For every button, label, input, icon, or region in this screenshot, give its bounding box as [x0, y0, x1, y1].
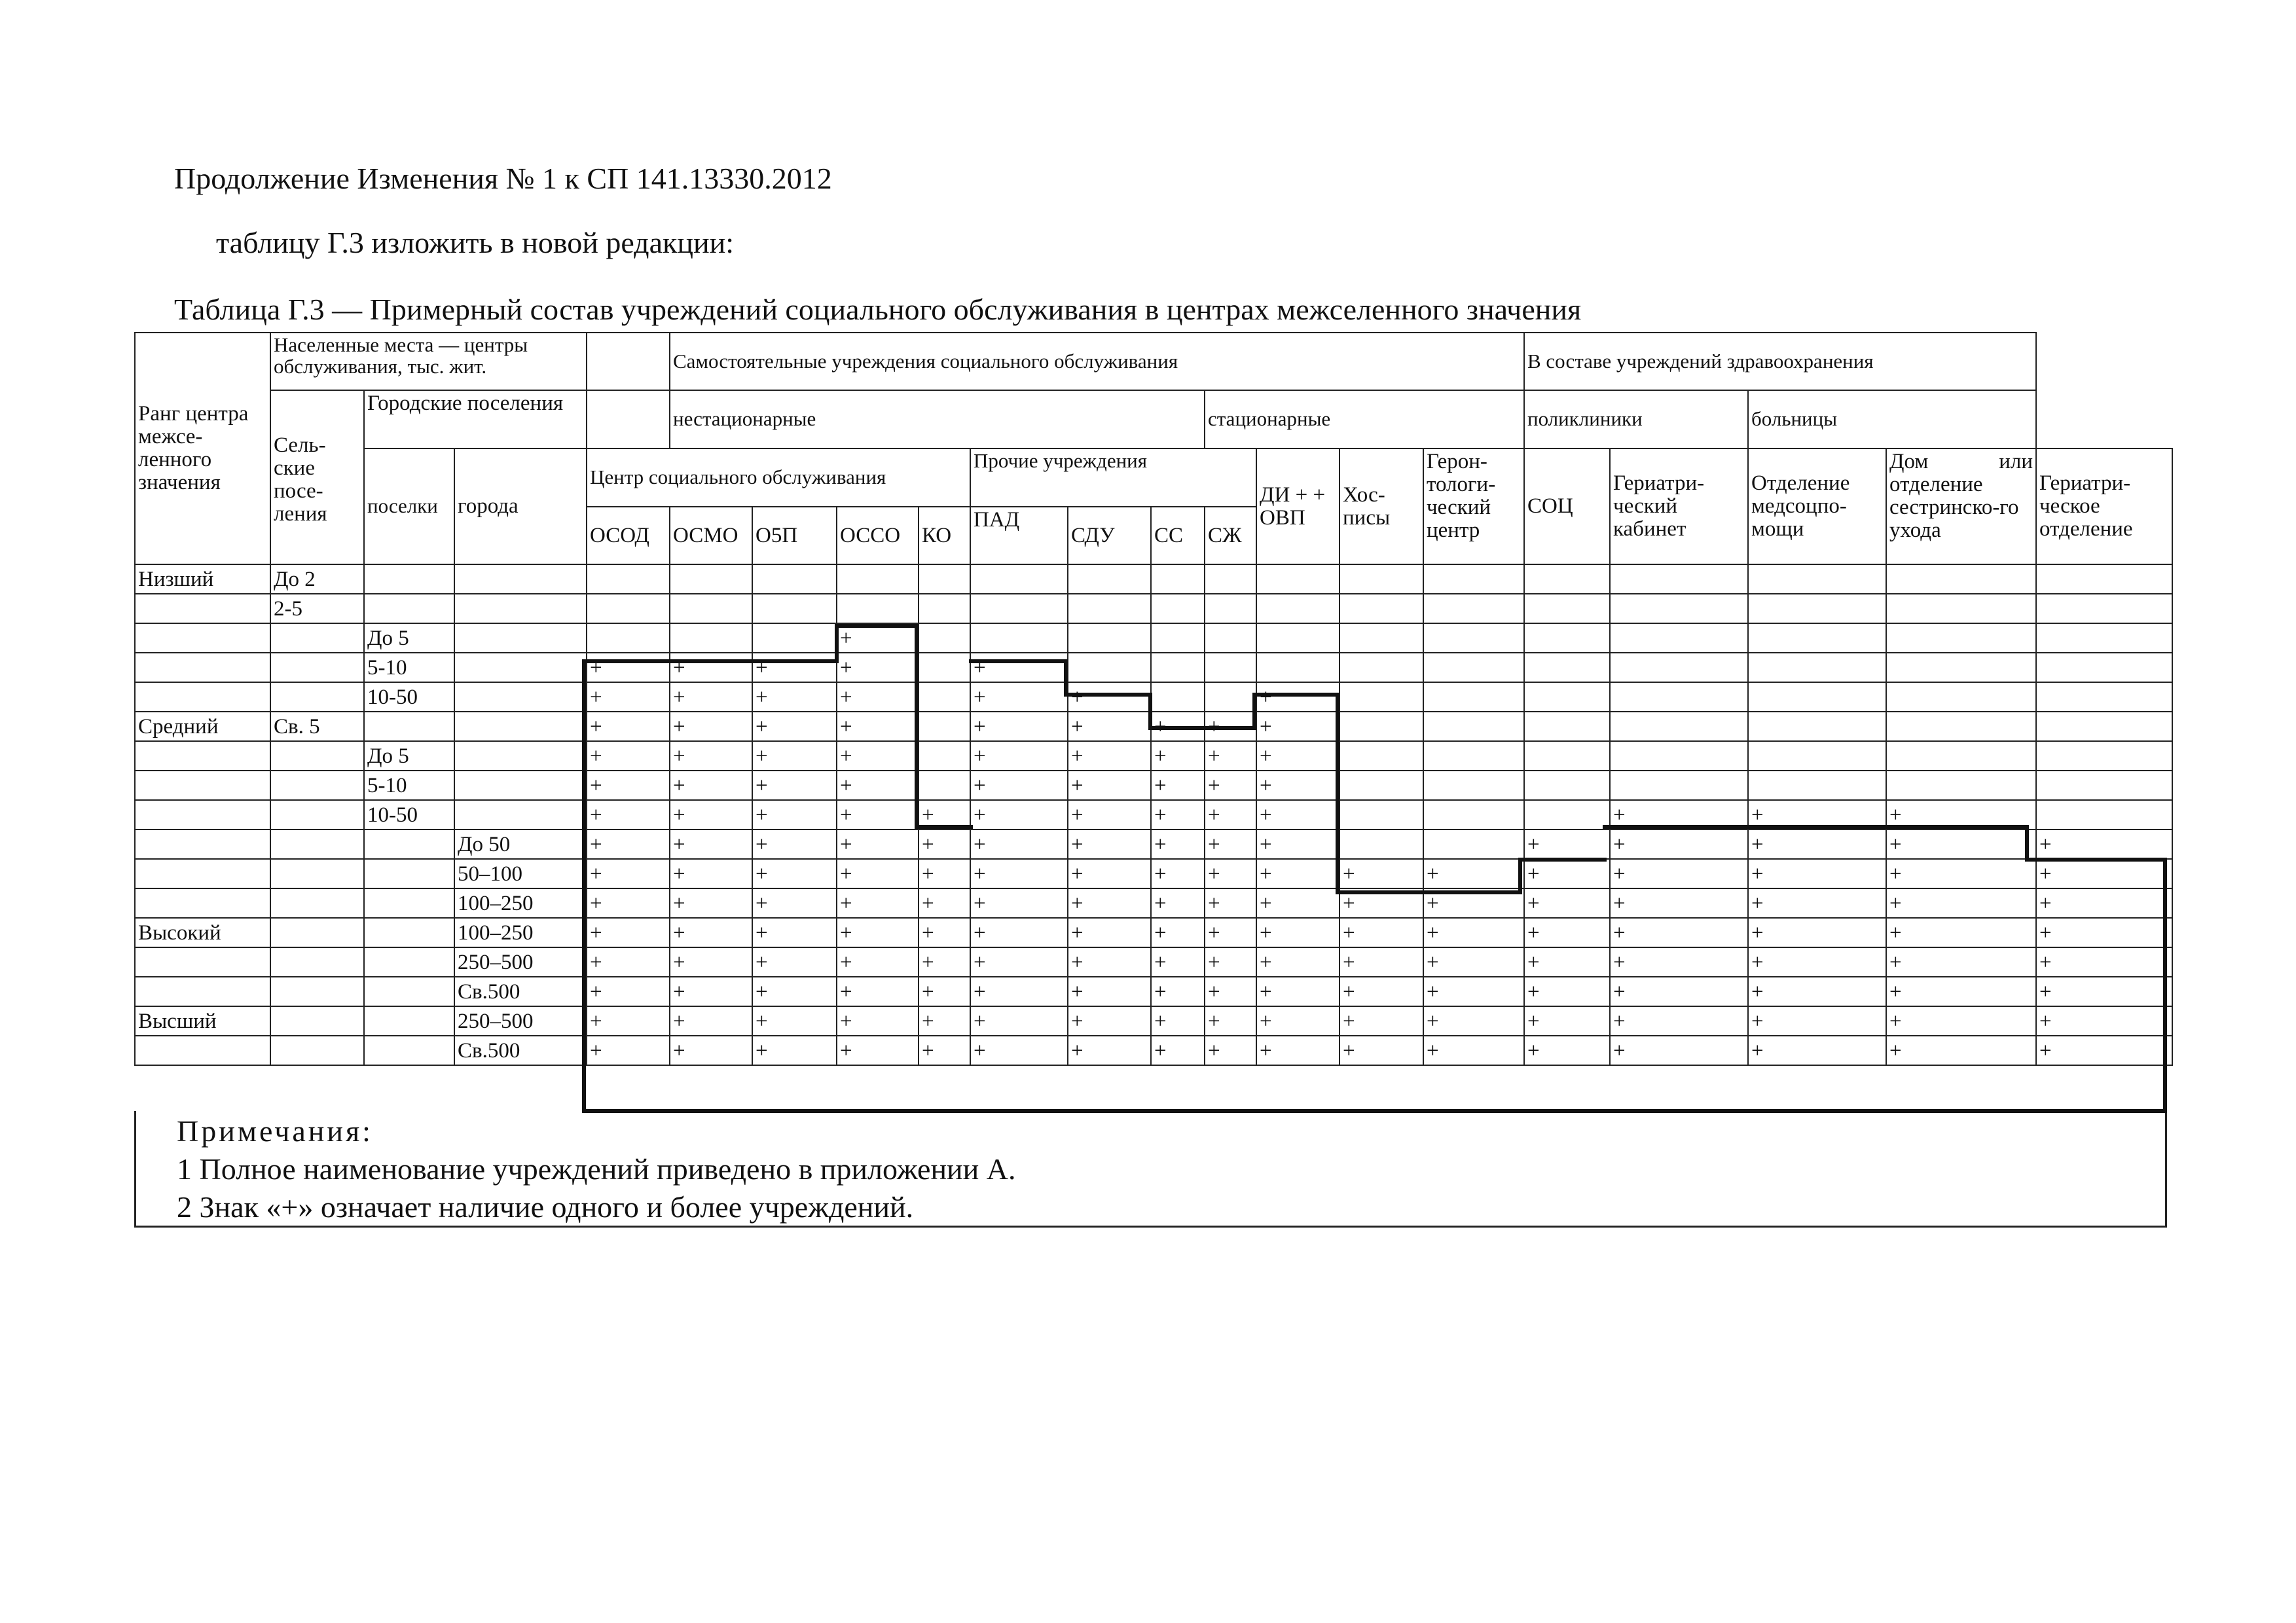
- plus-cell: +: [1339, 1006, 1423, 1036]
- plus-cell: +: [1068, 918, 1151, 947]
- plus-cell: +: [919, 800, 970, 830]
- plus-cell: +: [1339, 918, 1423, 947]
- plus-cell: +: [1423, 1036, 1524, 1065]
- plus-cell: +: [2036, 888, 2172, 918]
- plus-cell: +: [1256, 918, 1339, 947]
- plus-cell: +: [837, 1036, 919, 1065]
- plus-cell: +: [1886, 888, 2036, 918]
- header-ss: СС: [1151, 507, 1205, 564]
- header-osmo: ОСМО: [670, 507, 752, 564]
- plus-cell: +: [587, 800, 670, 830]
- plus-cell: +: [970, 682, 1068, 712]
- plus-cell: +: [670, 830, 752, 859]
- plus-cell: +: [1256, 888, 1339, 918]
- header-hospitals: больницы: [1748, 390, 2036, 448]
- plus-cell: +: [1886, 977, 2036, 1006]
- plus-cell: +: [1068, 947, 1151, 977]
- plus-cell: +: [1610, 888, 1748, 918]
- plus-cell: +: [1151, 918, 1205, 947]
- plus-cell: +: [670, 977, 752, 1006]
- plus-cell: +: [1151, 977, 1205, 1006]
- boundary-line-stationary: [971, 661, 1605, 892]
- plus-cell: +: [1886, 859, 2036, 888]
- header-rank: Ранг центра межсе-ленного значения: [135, 333, 270, 564]
- plus-cell: +: [1886, 830, 2036, 859]
- rank-cell: Высокий: [135, 918, 270, 947]
- plus-cell: +: [587, 918, 670, 947]
- plus-cell: +: [1151, 741, 1205, 771]
- header-independent: Самостоятельные учреждения социального обслуживания: [670, 333, 1524, 390]
- boundary-line-healthcare: [1605, 827, 2165, 1111]
- boundary-line-social-center: [584, 626, 971, 827]
- header-geri-cabinet: Гериатри-ческий кабинет: [1610, 448, 1748, 564]
- rural-cell: 2-5: [270, 594, 364, 623]
- header-hospices: Хос-писы: [1339, 448, 1423, 564]
- plus-cell: +: [1423, 977, 1524, 1006]
- plus-cell: +: [752, 771, 837, 800]
- plus-cell: +: [1524, 1006, 1610, 1036]
- plus-cell: +: [970, 771, 1068, 800]
- plus-cell: +: [1339, 888, 1423, 918]
- rank-cell: Низший: [135, 564, 270, 594]
- plus-cell: +: [587, 771, 670, 800]
- plus-cell: +: [1256, 800, 1339, 830]
- plus-cell: +: [1524, 1036, 1610, 1065]
- plus-cell: +: [2036, 859, 2172, 888]
- plus-cell: +: [837, 1006, 919, 1036]
- plus-cell: +: [970, 1036, 1068, 1065]
- plus-cell: +: [587, 741, 670, 771]
- note-item: 2 Знак «+» означает наличие одного и более учреждений.: [177, 1190, 914, 1224]
- plus-cell: +: [2036, 1006, 2172, 1036]
- header-sdu: СДУ: [1068, 507, 1151, 564]
- header-nonstationary: нестационарные: [670, 390, 1205, 448]
- header-other: Прочие учреждения: [970, 448, 1256, 507]
- plus-cell: +: [1610, 1006, 1748, 1036]
- plus-cell: +: [1748, 1006, 1886, 1036]
- plus-cell: +: [837, 918, 919, 947]
- plus-cell: +: [919, 888, 970, 918]
- plus-cell: +: [1068, 712, 1151, 741]
- plus-cell: +: [670, 682, 752, 712]
- plus-cell: +: [752, 712, 837, 741]
- header-healthcare: В составе учреждений здравоохранения: [1524, 333, 2036, 390]
- plus-cell: +: [1068, 859, 1151, 888]
- plus-cell: +: [837, 682, 919, 712]
- notes-heading: Примечания:: [177, 1114, 373, 1148]
- plus-cell: +: [1205, 830, 1256, 859]
- plus-cell: +: [1151, 859, 1205, 888]
- plus-cell: +: [1610, 800, 1748, 830]
- plus-cell: +: [837, 623, 919, 653]
- plus-cell: +: [752, 682, 837, 712]
- plus-cell: +: [1256, 1036, 1339, 1065]
- plus-cell: +: [1610, 859, 1748, 888]
- plus-cell: +: [1748, 918, 1886, 947]
- plus-cell: +: [752, 653, 837, 682]
- plus-cell: +: [1256, 830, 1339, 859]
- plus-cell: +: [837, 977, 919, 1006]
- plus-cell: +: [2036, 830, 2172, 859]
- header-di-ovp: ДИ + + ОВП: [1256, 448, 1339, 564]
- plus-cell: +: [1524, 888, 1610, 918]
- plus-cell: +: [752, 859, 837, 888]
- plus-cell: +: [1524, 830, 1610, 859]
- plus-cell: +: [1423, 859, 1524, 888]
- plus-cell: +: [1068, 800, 1151, 830]
- plus-cell: +: [2036, 918, 2172, 947]
- plus-cell: +: [587, 977, 670, 1006]
- plus-cell: +: [587, 653, 670, 682]
- plus-cell: +: [587, 947, 670, 977]
- plus-cell: +: [919, 918, 970, 947]
- plus-cell: +: [1748, 830, 1886, 859]
- plus-cell: +: [1423, 888, 1524, 918]
- header-szh: СЖ: [1205, 507, 1256, 564]
- plus-cell: +: [1256, 682, 1339, 712]
- city-cell: 50–100: [454, 859, 587, 888]
- plus-cell: +: [1610, 918, 1748, 947]
- plus-cell: +: [1339, 859, 1423, 888]
- township-cell: 5-10: [364, 653, 454, 682]
- header-osod: ОСОД: [587, 507, 670, 564]
- plus-cell: +: [752, 918, 837, 947]
- plus-cell: +: [970, 859, 1068, 888]
- plus-cell: +: [1886, 947, 2036, 977]
- plus-cell: +: [1151, 830, 1205, 859]
- plus-cell: +: [970, 888, 1068, 918]
- document-heading: Продолжение Изменения № 1 к СП 141.13330.2012: [174, 162, 832, 195]
- plus-cell: +: [1748, 947, 1886, 977]
- plus-cell: +: [1205, 947, 1256, 977]
- header-gero-center: Герон-тологи-ческий центр: [1423, 448, 1524, 564]
- plus-cell: +: [587, 859, 670, 888]
- plus-cell: +: [670, 741, 752, 771]
- township-cell: 10-50: [364, 682, 454, 712]
- plus-cell: +: [1205, 859, 1256, 888]
- city-cell: До 50: [454, 830, 587, 859]
- plus-cell: +: [919, 1006, 970, 1036]
- header-polyclinics: поликлиники: [1524, 390, 1748, 448]
- plus-cell: +: [2036, 947, 2172, 977]
- plus-cell: +: [837, 800, 919, 830]
- plus-cell: +: [1610, 947, 1748, 977]
- plus-cell: +: [1256, 712, 1339, 741]
- plus-cell: +: [970, 653, 1068, 682]
- intro-text: таблицу Г.3 изложить в новой редакции:: [216, 226, 734, 259]
- plus-cell: +: [2036, 977, 2172, 1006]
- plus-cell: +: [670, 800, 752, 830]
- plus-cell: +: [752, 1036, 837, 1065]
- plus-cell: +: [670, 888, 752, 918]
- plus-cell: +: [919, 1036, 970, 1065]
- table-caption: Таблица Г.3 — Примерный состав учреждений социального обслуживания в центрах межселенного значения: [174, 293, 1582, 326]
- plus-cell: +: [970, 800, 1068, 830]
- plus-cell: +: [837, 771, 919, 800]
- plus-cell: +: [1339, 947, 1423, 977]
- plus-cell: +: [670, 712, 752, 741]
- plus-cell: +: [1524, 947, 1610, 977]
- plus-cell: +: [1151, 771, 1205, 800]
- rank-cell: Высший: [135, 1006, 270, 1036]
- header-medsoc-dept: Отделение медсоцпо-мощи: [1748, 448, 1886, 564]
- plus-cell: +: [1886, 918, 2036, 947]
- plus-cell: +: [1205, 741, 1256, 771]
- plus-cell: +: [1205, 800, 1256, 830]
- header-pad: ПАД: [970, 507, 1068, 564]
- plus-cell: +: [587, 1036, 670, 1065]
- plus-cell: +: [1068, 1006, 1151, 1036]
- city-cell: Св.500: [454, 977, 587, 1006]
- plus-cell: +: [1205, 1006, 1256, 1036]
- plus-cell: +: [752, 947, 837, 977]
- plus-cell: +: [970, 947, 1068, 977]
- header-social-center: Центр социального обслуживания: [587, 448, 970, 507]
- plus-cell: +: [970, 1006, 1068, 1036]
- plus-cell: +: [970, 712, 1068, 741]
- plus-cell: +: [670, 1036, 752, 1065]
- rank-cell: Средний: [135, 712, 270, 741]
- plus-cell: +: [1748, 888, 1886, 918]
- plus-cell: +: [1886, 1006, 2036, 1036]
- header-urban: Городские поселения: [364, 390, 587, 448]
- plus-cell: +: [1068, 1036, 1151, 1065]
- plus-cell: +: [1151, 1036, 1205, 1065]
- plus-cell: +: [1423, 1006, 1524, 1036]
- plus-cell: +: [1256, 1006, 1339, 1036]
- plus-cell: +: [670, 947, 752, 977]
- plus-cell: +: [919, 830, 970, 859]
- plus-cell: +: [1524, 918, 1610, 947]
- plus-cell: +: [752, 830, 837, 859]
- plus-cell: +: [670, 653, 752, 682]
- plus-cell: +: [919, 859, 970, 888]
- plus-cell: +: [1205, 1036, 1256, 1065]
- plus-cell: +: [1886, 800, 2036, 830]
- township-cell: До 5: [364, 741, 454, 771]
- plus-cell: +: [670, 918, 752, 947]
- plus-cell: +: [1068, 682, 1151, 712]
- city-cell: 250–500: [454, 947, 587, 977]
- township-cell: 5-10: [364, 771, 454, 800]
- header-geri-dept: Гериатри-ческое отделение: [2036, 448, 2172, 564]
- plus-cell: +: [919, 947, 970, 977]
- plus-cell: +: [970, 741, 1068, 771]
- city-cell: 100–250: [454, 918, 587, 947]
- plus-cell: +: [1886, 1036, 2036, 1065]
- plus-cell: +: [670, 1006, 752, 1036]
- plus-cell: +: [1205, 771, 1256, 800]
- plus-cell: +: [752, 888, 837, 918]
- plus-cell: +: [1524, 977, 1610, 1006]
- plus-cell: +: [1339, 977, 1423, 1006]
- plus-cell: +: [919, 977, 970, 1006]
- plus-cell: +: [587, 1006, 670, 1036]
- plus-cell: +: [2036, 1036, 2172, 1065]
- plus-cell: +: [1068, 771, 1151, 800]
- plus-cell: +: [752, 1006, 837, 1036]
- plus-cell: +: [1339, 1036, 1423, 1065]
- plus-cell: +: [1748, 859, 1886, 888]
- plus-cell: +: [752, 977, 837, 1006]
- plus-cell: +: [752, 741, 837, 771]
- plus-cell: +: [1151, 800, 1205, 830]
- header-cities: города: [454, 448, 587, 564]
- plus-cell: +: [1068, 888, 1151, 918]
- header-soc: СОЦ: [1524, 448, 1610, 564]
- note-item: 1 Полное наименование учреждений приведено в приложении А.: [177, 1152, 1016, 1186]
- plus-cell: +: [837, 859, 919, 888]
- plus-cell: +: [970, 918, 1068, 947]
- city-cell: 100–250: [454, 888, 587, 918]
- plus-cell: +: [970, 977, 1068, 1006]
- plus-cell: +: [1256, 859, 1339, 888]
- township-cell: До 5: [364, 623, 454, 653]
- plus-cell: +: [587, 830, 670, 859]
- city-cell: 250–500: [454, 1006, 587, 1036]
- plus-cell: +: [1423, 918, 1524, 947]
- plus-cell: +: [837, 741, 919, 771]
- plus-cell: +: [1610, 977, 1748, 1006]
- plus-cell: +: [587, 682, 670, 712]
- header-stationary: стационарные: [1205, 390, 1524, 448]
- plus-cell: +: [1256, 947, 1339, 977]
- plus-cell: +: [1610, 830, 1748, 859]
- plus-cell: +: [1524, 859, 1610, 888]
- city-cell: Св.500: [454, 1036, 587, 1065]
- plus-cell: +: [970, 830, 1068, 859]
- header-townships: поселки: [364, 448, 454, 564]
- header-nursing-home: Дом или отделение сестринско-го ухода: [1886, 448, 2036, 564]
- plus-cell: +: [1068, 741, 1151, 771]
- plus-cell: +: [837, 712, 919, 741]
- plus-cell: +: [1256, 741, 1339, 771]
- plus-cell: +: [1748, 977, 1886, 1006]
- plus-cell: +: [1423, 947, 1524, 977]
- plus-cell: +: [752, 800, 837, 830]
- plus-cell: +: [1748, 800, 1886, 830]
- header-o5p: О5П: [752, 507, 837, 564]
- header-osso: ОССО: [837, 507, 919, 564]
- plus-cell: +: [670, 859, 752, 888]
- plus-cell: +: [1151, 947, 1205, 977]
- plus-cell: +: [1068, 830, 1151, 859]
- plus-cell: +: [837, 947, 919, 977]
- plus-cell: +: [1205, 977, 1256, 1006]
- plus-cell: +: [1151, 888, 1205, 918]
- boundary-line-left: [584, 661, 2165, 1111]
- header-rural: Сель-ские посе-ления: [270, 390, 364, 564]
- plus-cell: +: [837, 888, 919, 918]
- plus-cell: +: [587, 888, 670, 918]
- plus-cell: +: [1205, 712, 1256, 741]
- plus-cell: +: [1748, 1036, 1886, 1065]
- header-settlements: Населенные места — центры обслуживания, тыс. жит.: [270, 333, 587, 390]
- plus-cell: +: [1205, 918, 1256, 947]
- plus-cell: +: [1151, 1006, 1205, 1036]
- plus-cell: +: [1256, 771, 1339, 800]
- plus-cell: +: [837, 830, 919, 859]
- plus-cell: +: [1610, 1036, 1748, 1065]
- plus-cell: +: [1151, 712, 1205, 741]
- rural-cell: Св. 5: [270, 712, 364, 741]
- plus-cell: +: [587, 712, 670, 741]
- plus-cell: +: [837, 653, 919, 682]
- plus-cell: +: [1205, 888, 1256, 918]
- plus-cell: +: [1068, 977, 1151, 1006]
- rural-cell: До 2: [270, 564, 364, 594]
- plus-cell: +: [1256, 977, 1339, 1006]
- plus-cell: +: [670, 771, 752, 800]
- township-cell: 10-50: [364, 800, 454, 830]
- header-ko: КО: [919, 507, 970, 564]
